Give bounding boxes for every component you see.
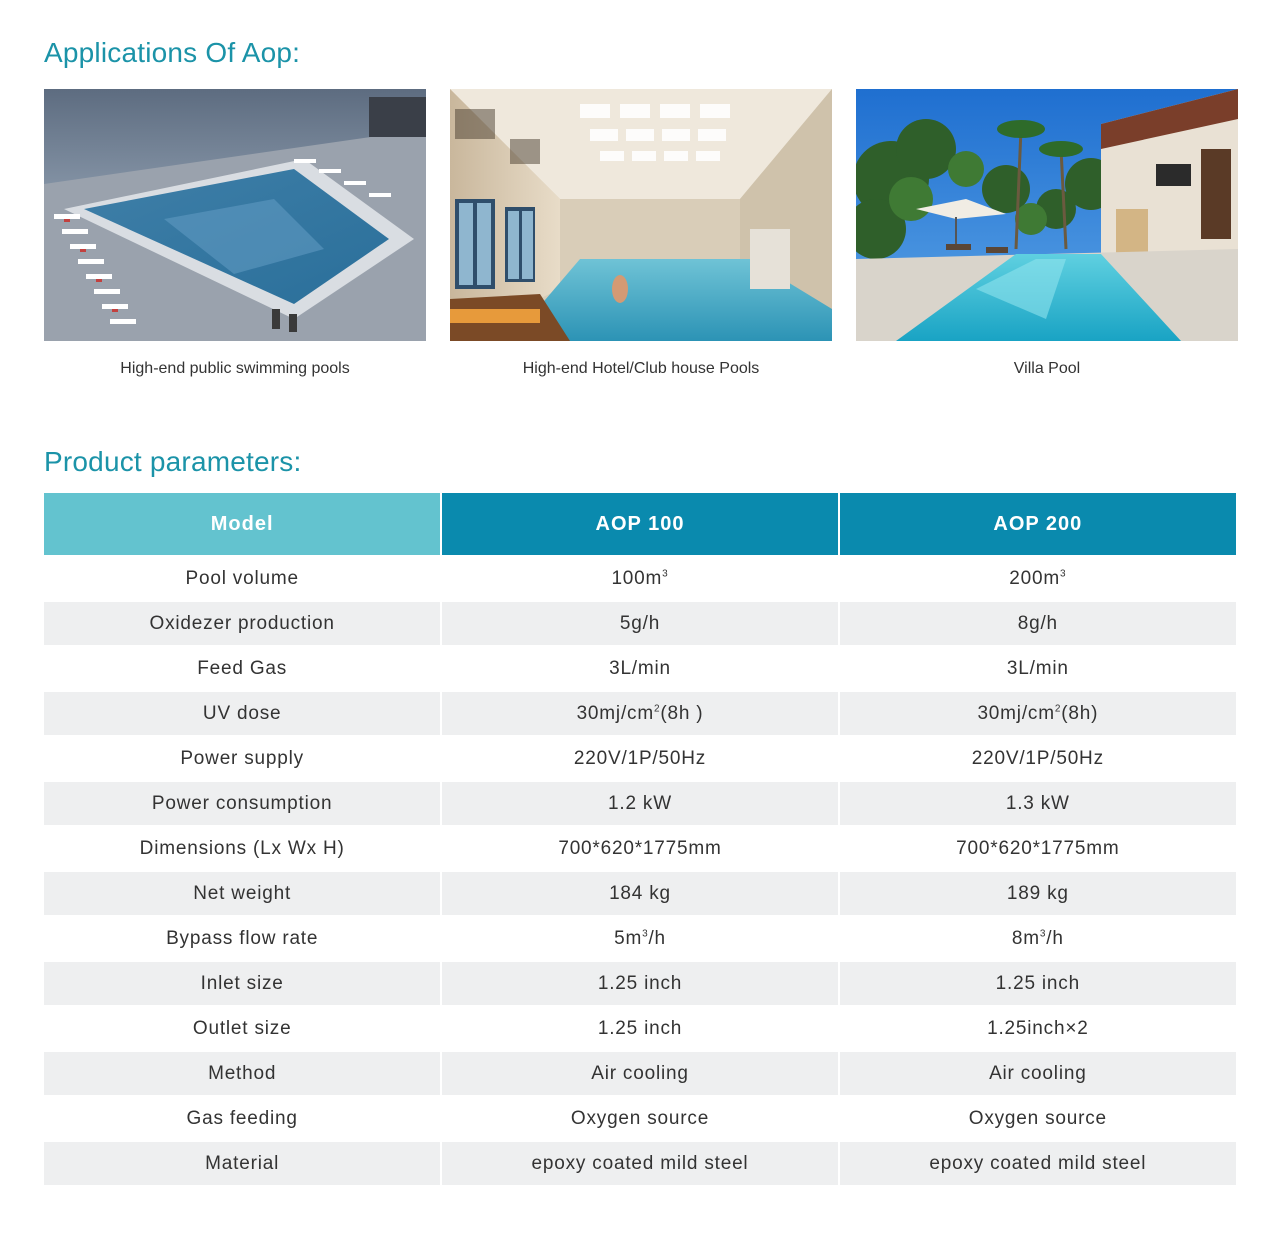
param-label: Method (44, 1051, 441, 1096)
param-label: Oxidezer production (44, 601, 441, 646)
header-model: Model (44, 493, 441, 556)
param-label: Power consumption (44, 781, 441, 826)
value-text: 5g/h (619, 612, 661, 634)
param-value-aop100 (441, 1006, 838, 1051)
application-card-public-pool (44, 89, 426, 378)
applications-title: Applications Of Aop: (44, 37, 301, 68)
value-text: 1.25 inch (995, 972, 1080, 994)
value-superscript: 3 (662, 568, 669, 580)
param-value-aop200 (839, 601, 1236, 646)
param-value-aop200 (839, 646, 1236, 691)
param-value-aop100 (441, 961, 838, 1006)
application-card-hotel-pool (450, 89, 832, 378)
param-value-aop100 (441, 916, 838, 961)
param-label: Material (44, 1141, 441, 1185)
param-value-aop200 (839, 1141, 1236, 1185)
param-label: UV dose (44, 691, 441, 736)
param-label: Outlet size (44, 1006, 441, 1051)
param-value-aop200 (839, 826, 1236, 871)
value-text: 189 kg (1006, 882, 1069, 904)
value-superscript: 2 (653, 703, 661, 715)
param-value-aop100 (441, 556, 838, 601)
value-suffix: /h (1046, 927, 1064, 949)
param-value-aop200 (839, 736, 1236, 781)
table-row (44, 556, 1236, 601)
application-card-villa-pool (856, 89, 1238, 378)
param-value-aop100 (441, 1051, 838, 1096)
param-label: Feed Gas (44, 646, 441, 691)
value-text: 3L/min (609, 657, 671, 679)
value-text: 184 kg (609, 882, 671, 904)
value-text: 1.25 inch (597, 1017, 683, 1039)
value-text: 3L/min (1006, 657, 1069, 679)
param-value-aop200 (839, 781, 1236, 826)
table-row (44, 916, 1236, 961)
header-aop-200: AOP 200 (839, 493, 1236, 556)
param-label: Inlet size (44, 961, 441, 1006)
param-value-aop100 (441, 601, 838, 646)
header-aop-100: AOP 100 (441, 493, 838, 556)
param-value-aop200 (839, 871, 1236, 916)
value-text: epoxy coated mild steel (531, 1152, 749, 1174)
value-text: 700*620*1775mm (956, 837, 1120, 859)
value-superscript: 3 (1060, 568, 1067, 580)
villa-pool-photo (856, 89, 1238, 341)
parameters-title: Product parameters: (44, 446, 302, 477)
value-text: 8g/h (1017, 612, 1058, 634)
param-value-aop200 (839, 1096, 1236, 1141)
param-label: Gas feeding (44, 1096, 441, 1141)
table-row (44, 601, 1236, 646)
table-row (44, 871, 1236, 916)
param-value-aop200 (839, 916, 1236, 961)
value-text: 5m (614, 927, 643, 949)
value-text: 1.25 inch (597, 972, 683, 994)
table-row (44, 1006, 1236, 1051)
param-label: Bypass flow rate (44, 916, 441, 961)
value-text: 30mj/cm (977, 702, 1055, 724)
value-text: 220V/1P/50Hz (971, 747, 1104, 769)
parameters-body (44, 556, 1236, 1185)
param-label: Power supply (44, 736, 441, 781)
param-label: Pool volume (44, 556, 441, 601)
param-value-aop200 (839, 556, 1236, 601)
value-superscript: 2 (1054, 703, 1062, 715)
value-text: 100m (611, 567, 663, 589)
table-row (44, 736, 1236, 781)
application-caption: High-end Hotel/Club house Pools (522, 360, 760, 377)
param-label: Dimensions (Lx Wx H) (44, 826, 441, 871)
value-text: Air cooling (591, 1062, 689, 1084)
table-row (44, 646, 1236, 691)
value-superscript: 3 (642, 928, 649, 940)
param-value-aop100 (441, 781, 838, 826)
table-row (44, 781, 1236, 826)
application-caption: High-end public swimming pools (120, 360, 350, 377)
param-value-aop200 (839, 1006, 1236, 1051)
table-row (44, 691, 1236, 736)
value-suffix: /h (648, 927, 666, 949)
value-text: 8m (1011, 927, 1040, 949)
value-text: Air cooling (989, 1062, 1087, 1084)
param-value-aop100 (441, 736, 838, 781)
table-row (44, 1096, 1236, 1141)
param-value-aop100 (441, 1141, 838, 1185)
value-text: 1.2 kW (608, 792, 672, 814)
param-value-aop100 (441, 1096, 838, 1141)
value-text: Oxygen source (570, 1107, 710, 1129)
value-text: 220V/1P/50Hz (573, 747, 707, 769)
param-value-aop200 (839, 1051, 1236, 1096)
param-value-aop100 (441, 691, 838, 736)
table-header-row (44, 493, 1236, 556)
hotel-pool-photo (450, 89, 832, 341)
value-superscript: 3 (1039, 928, 1047, 940)
value-suffix: (8h) (1061, 702, 1099, 724)
param-value-aop100 (441, 646, 838, 691)
value-text: 200m (1009, 567, 1060, 589)
value-text: epoxy coated mild steel (929, 1152, 1147, 1174)
param-value-aop100 (441, 871, 838, 916)
application-caption: Villa Pool (1013, 360, 1081, 377)
value-text: 30mj/cm (576, 702, 654, 724)
value-text: 1.25inch×2 (987, 1017, 1089, 1039)
param-value-aop100 (441, 826, 838, 871)
table-row (44, 1051, 1236, 1096)
param-value-aop200 (839, 691, 1236, 736)
value-text: 700*620*1775mm (558, 837, 722, 859)
value-text: Oxygen source (968, 1107, 1107, 1129)
param-value-aop200 (839, 961, 1236, 1006)
table-row (44, 1141, 1236, 1185)
table-row (44, 961, 1236, 1006)
parameters-table (44, 493, 1236, 1185)
value-suffix: (8h ) (660, 702, 704, 724)
table-row (44, 826, 1236, 871)
value-text: 1.3 kW (1005, 792, 1070, 814)
param-label: Net weight (44, 871, 441, 916)
public-pool-photo (44, 89, 426, 341)
